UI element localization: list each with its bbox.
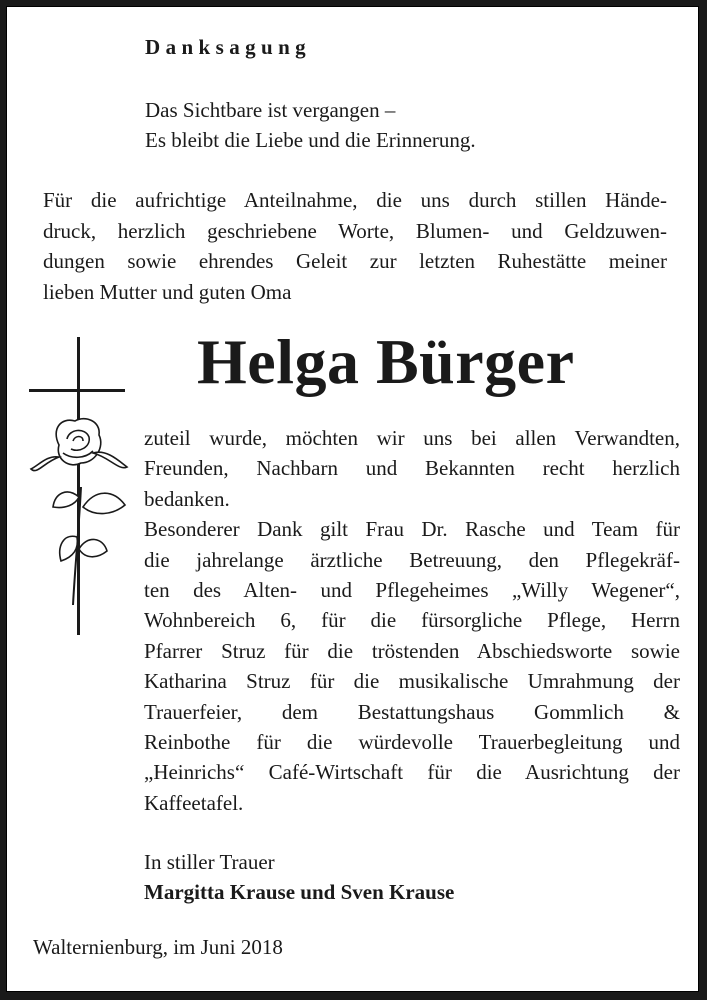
body-line: Katharina Struz für die musikalische Umrahmung der [144,669,680,694]
motto-line: Das Sichtbare ist vergangen – [145,98,396,122]
body-line: Freunden, Nachbarn und Bekannten recht herzlich [144,456,680,481]
body-line: Reinbothe für die würdevolle Trauerbegleitung und [144,730,680,755]
body-line: die jahrelange ärztliche Betreuung, den Pflegekräf- [144,547,680,572]
closing-phrase: In stiller Trauer [144,850,275,874]
body-line: Pfarrer Struz für die tröstenden Abschiedsworte sowie [144,638,680,663]
intro-line: lieben Mutter und guten Oma [43,279,292,304]
intro-paragraph [43,185,667,307]
body-line: zuteil wurde, möchten wir uns bei allen Verwandten, [144,426,680,450]
cross-with-rose-icon [29,337,129,637]
intro-line: Für die aufrichtige Anteilnahme, die uns durch stillen Hände- [43,188,667,212]
body-line: Trauerfeier, dem Bestattungshaus Gommlich & [144,699,680,724]
deceased-name: Helga Bürger [197,326,575,397]
intro-line: dungen sowie ehrendes Geleit zur letzten Ruhestätte meiner [43,249,667,273]
thanks-paragraph [144,423,680,818]
body-line: „Heinrichs“ Café-Wirtschaft für die Ausrichtung der [144,760,680,785]
intro-line: druck, herzlich geschriebene Worte, Blumen- und Geldzuwen- [43,218,667,243]
body-line: bedanken. [144,486,230,511]
obituary-notice [6,6,699,992]
heading: Danksagung [145,35,312,59]
motto-line: Es bleibt die Liebe und die Erinnerung. [145,128,476,152]
body-line: Besonderer Dank gilt Frau Dr. Rasche und Team für [144,517,680,542]
closing-block [144,847,454,907]
motto [145,95,476,155]
body-line: Kaffeetafel. [144,790,244,815]
place-date: Walternienburg, im Juni 2018 [33,935,283,959]
body-line: Wohnbereich 6, für die fürsorgliche Pflege, Herrn [144,608,680,633]
signatories: Margitta Krause und Sven Krause [144,880,455,904]
body-line: ten des Alten- und Pflegeheimes „Willy Wegener“, [144,578,680,603]
